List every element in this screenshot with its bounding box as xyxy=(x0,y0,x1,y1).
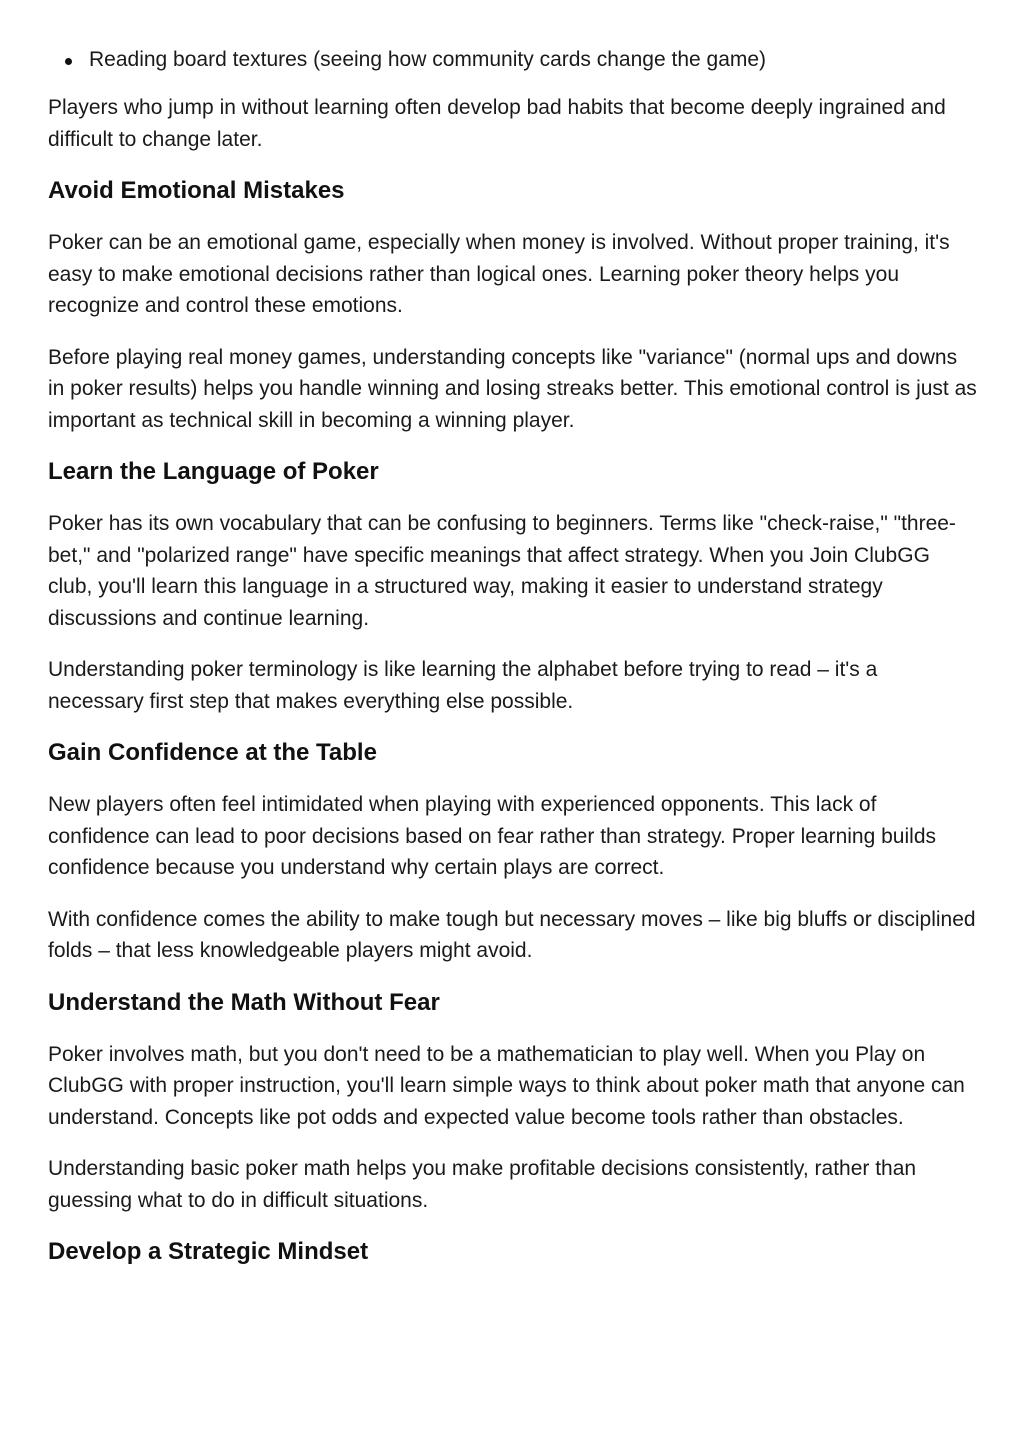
heading-gain-confidence: Gain Confidence at the Table xyxy=(48,739,377,766)
paragraph-poker-math: Poker involves math, but you don't need to be a mathematician to play well. When you Play on ClubGG with proper instruction, you'll learn simple ways to think about poker math that anyone can understand. Concepts like pot odds and expected value become tools rather than obstacles. xyxy=(48,1042,965,1129)
bullet-list xyxy=(48,44,978,76)
paragraph-intimidated: New players often feel intimidated when playing with experienced opponents. This lack of confidence can lead to poor decisions based on fear rather than strategy. Proper learning builds confidence because you understand why certain plays are correct. xyxy=(48,793,936,879)
paragraph-emotional-game: Poker can be an emotional game, especially when money is involved. Without proper training, it's easy to make emotional decisions rather than logical ones. Learning poker theory helps you recognize and control these emotions. xyxy=(48,231,950,317)
paragraph-profitable-decisions: Understanding basic poker math helps you make profitable decisions consistently, rather than guessing what to do in difficult situations. xyxy=(48,1157,917,1212)
document-page xyxy=(48,44,978,1288)
paragraph-variance: Before playing real money games, understanding concepts like "variance" (normal ups and downs in poker results) helps you handle winning and losing streaks better. This emotional control is just as important as technical skill in becoming a winning player. xyxy=(48,345,977,432)
paragraph-bad-habits: Players who jump in without learning often develop bad habits that become deeply ingrained and difficult to change later. xyxy=(48,96,946,151)
paragraph-vocabulary: Poker has its own vocabulary that can be confusing to beginners. Terms like "check-raise," "three-bet," and "polarized range" have specific meanings that affect strategy. When you Join ClubGG club, you'll learn this language in a structured way, making it easier to understand strategy discussions and continue learning. xyxy=(48,512,956,630)
heading-strategic-mindset: Develop a Strategic Mindset xyxy=(48,1238,369,1265)
paragraph-terminology: Understanding poker terminology is like learning the alphabet before trying to read – it's a necessary first step that makes everything else possible. xyxy=(48,658,878,713)
heading-understand-math: Understand the Math Without Fear xyxy=(48,988,440,1016)
heading-language-of-poker: Learn the Language of Poker xyxy=(48,458,379,485)
list-item: Reading board textures (seeing how community cards change the game) xyxy=(48,44,978,76)
heading-avoid-emotional-mistakes: Avoid Emotional Mistakes xyxy=(48,177,345,204)
paragraph-confidence-moves: With confidence comes the ability to make tough but necessary moves – like big bluffs or disciplined folds – that less knowledgeable players might avoid. xyxy=(48,907,976,962)
